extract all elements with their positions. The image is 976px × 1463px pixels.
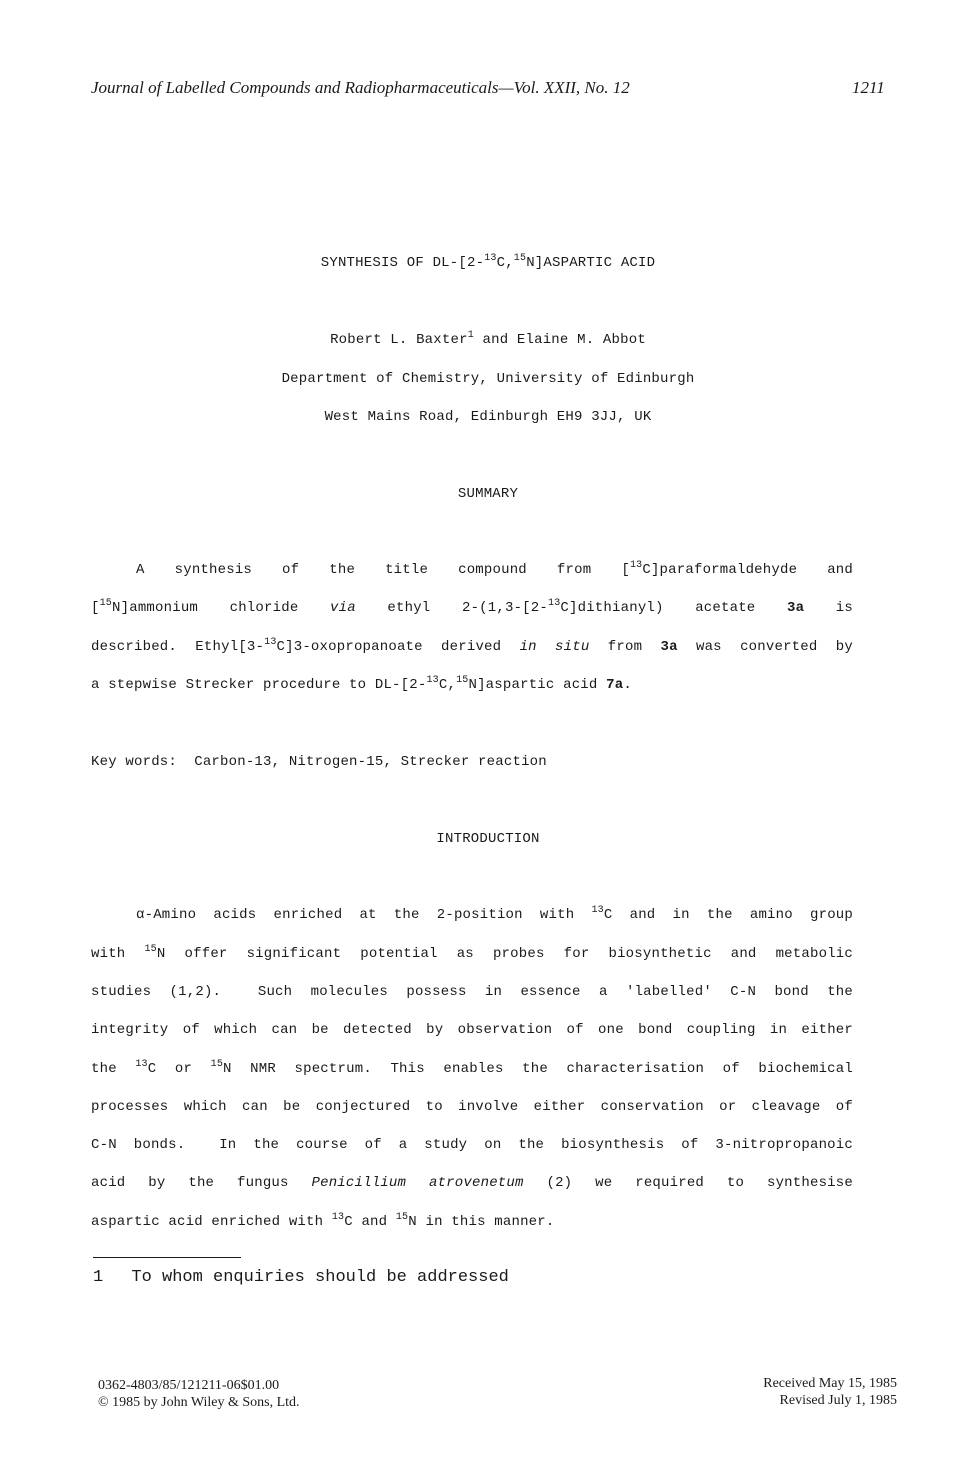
intro-line: integrity of which can be detected by observation of one bond coupling in either (91, 1022, 853, 1038)
publication-info (98, 1377, 300, 1411)
article-code: 0362-4803/85/121211-06$01.00 (98, 1378, 280, 1393)
intro-line: with $^{15}$N offer significant potential as probes for biosynthetic and metabolic (91, 944, 853, 962)
keywords: Key words: Carbon-13, Nitrogen-15, Strecker reaction (91, 754, 547, 770)
intro-line: aspartic acid enriched with $^{13}$C and $^{15}$N in this manner. (91, 1212, 555, 1230)
intro-line: the $^{13}$C or $^{15}$N NMR spectrum. This enables the characterisation of biochemical (91, 1059, 853, 1077)
intro-line: acid by the fungus Penicillium atrovenetum (2) we required to synthesise (91, 1175, 853, 1191)
summary-line: a stepwise Strecker procedure to DL-[2-$^{13}$C,$^{15}$N]aspartic acid 7a. (91, 675, 632, 693)
revised-date: Revised July 1, 1985 (779, 1393, 897, 1408)
footnote-mark: 1 (93, 1268, 104, 1287)
summary-line: described. Ethyl[3-$^{13}$C]3-oxopropanoate derived in situ from 3a was converted by (91, 637, 853, 655)
dates (763, 1375, 897, 1409)
summary-heading: SUMMARY (457, 486, 519, 502)
intro-line: α-Amino acids enriched at the 2-position with $^{13}$C and in the amino group (136, 905, 853, 923)
footnote (93, 1268, 509, 1287)
footnote-rule (93, 1257, 241, 1258)
received-date: Received May 15, 1985 (763, 1376, 897, 1391)
intro-line: C-N bonds. In the course of a study on the biosynthesis of 3-nitropropanoic (91, 1137, 853, 1153)
copyright: © 1985 by John Wiley & Sons, Ltd. (98, 1395, 300, 1410)
summary-line: [$^{15}$N]ammonium chloride via ethyl 2-(1,3-[2-$^{13}$C]dithianyl) acetate 3a is (91, 598, 853, 616)
page-number: 1211 (852, 78, 885, 97)
affiliation-line-1: Department of Chemistry, University of Edinburgh (281, 371, 695, 387)
intro-line: studies (1,2). Such molecules possess in essence a 'labelled' C-N bond the (91, 984, 853, 1000)
summary-line: A synthesis of the title compound from [$^{13}$C]paraformaldehyde and (136, 560, 854, 578)
authors: Robert L. Baxter$^1$ and Elaine M. Abbot (330, 330, 646, 348)
intro-line: processes which can be conjectured to involve either conservation or cleavage of (91, 1099, 853, 1115)
journal-header: Journal of Labelled Compounds and Radiopharmaceuticals—Vol. XXII, No. 12 (91, 78, 630, 97)
introduction-heading: INTRODUCTION (436, 831, 540, 847)
author-footnote-mark: 1 (467, 330, 474, 341)
affiliation-line-2: West Mains Road, Edinburgh EH9 3JJ, UK (324, 409, 652, 425)
article-title: SYNTHESIS OF DL-[2-$^{13}$C,$^{15}$N]ASPARTIC ACID (320, 253, 656, 271)
footnote-text: To whom enquiries should be addressed (131, 1268, 509, 1287)
